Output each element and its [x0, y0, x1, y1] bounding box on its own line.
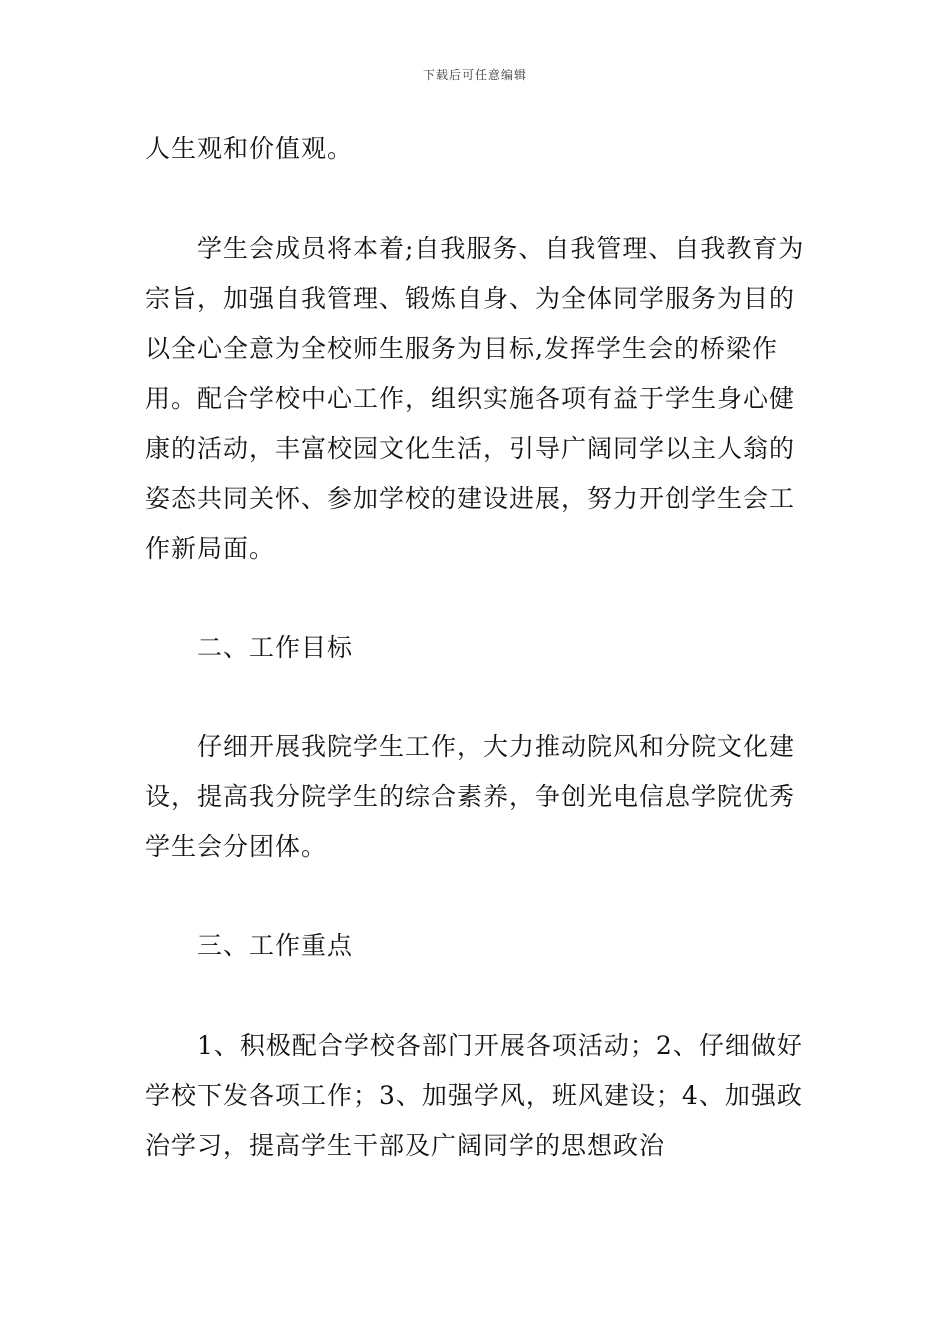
paragraph-continuation: 人生观和价值观。 [145, 134, 354, 163]
paragraph-student-union-purpose: 学生会成员将本着;自我服务、自我管理、自我教育为宗旨，加强自我管理、锻炼自身、为全体同学服务为目的以全心全意为全校师生服务为目标,发挥学生会的桥梁作用。配合学校中心工作，组织实施各项有益于学生身心健康的活动，丰富校园文化生活，引导广阔同学以主人翁的姿态共同关怀、参加学校的建设进展，努力开创学生会工作新局面。 [145, 234, 805, 563]
section-heading-work-focus: 三、工作重点 [197, 931, 354, 960]
header-note: 下载后可任意编辑 [422, 68, 527, 82]
paragraph-work-focus: 1、积极配合学校各部门开展各项活动；2、仔细做好学校下发各项工作；3、加强学风，班风建设；4、加强政治学习，提高学生干部及广阔同学的思想政治 [145, 1031, 803, 1160]
paragraph-work-goals: 仔细开展我院学生工作，大力推动院风和分院文化建设，提高我分院学生的综合素养，争创光电信息学院优秀学生会分团体。 [145, 732, 796, 861]
section-heading-work-goals: 二、工作目标 [197, 633, 354, 662]
